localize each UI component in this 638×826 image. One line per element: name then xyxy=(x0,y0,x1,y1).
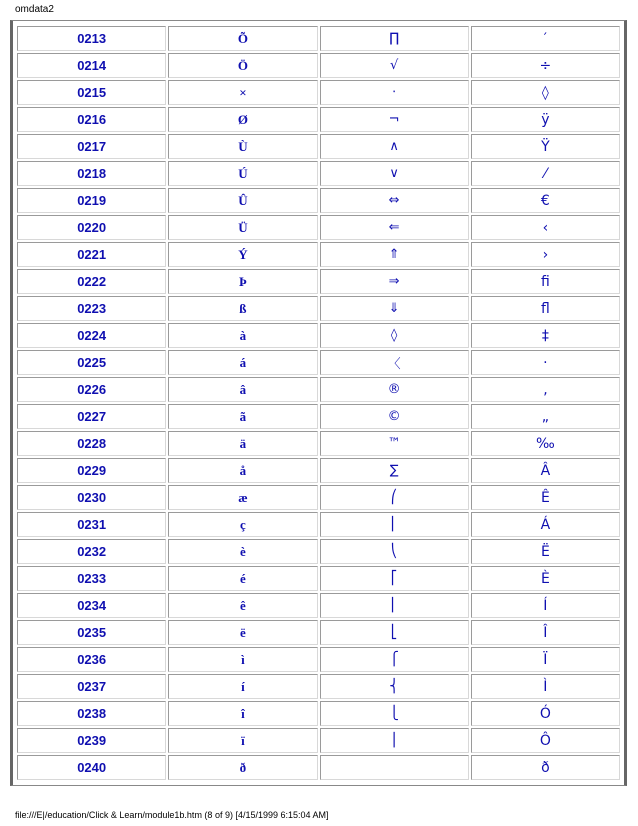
page-header-title: omdata2 xyxy=(15,4,54,15)
symbol-char-cell: 〈 xyxy=(320,350,469,375)
symbol-char-cell: ⎨ xyxy=(320,674,469,699)
table-row xyxy=(17,593,620,618)
table-row xyxy=(17,647,620,672)
symbol-char-cell: ¬ xyxy=(320,107,469,132)
sans-char-cell: ◊ xyxy=(471,80,620,105)
code-cell: 0224 xyxy=(17,323,166,348)
code-cell: 0234 xyxy=(17,593,166,618)
roman-char-cell: é xyxy=(168,566,317,591)
sans-char-cell: ‰ xyxy=(471,431,620,456)
roman-char-cell: í xyxy=(168,674,317,699)
sans-char-cell: „ xyxy=(471,404,620,429)
symbol-char-cell: ⇑ xyxy=(320,242,469,267)
table-row xyxy=(17,242,620,267)
sans-char-cell: Â xyxy=(471,458,620,483)
sans-char-cell: ÿ xyxy=(471,107,620,132)
table-row xyxy=(17,53,620,78)
sans-char-cell: › xyxy=(471,242,620,267)
symbol-char-cell: ⎛ xyxy=(320,485,469,510)
table-row xyxy=(17,215,620,240)
symbol-char-cell: ∑ xyxy=(320,458,469,483)
page-footer-path: file:///E|/education/Click & Learn/module1b.htm (8 of 9) [4/15/1999 6:15:04 AM] xyxy=(15,810,329,820)
symbol-char-cell: ⎪ xyxy=(320,728,469,753)
sans-char-cell: ÷ xyxy=(471,53,620,78)
symbol-char-cell: √ xyxy=(320,53,469,78)
symbol-char-cell: ⎣ xyxy=(320,620,469,645)
code-cell: 0227 xyxy=(17,404,166,429)
roman-char-cell: ð xyxy=(168,755,317,780)
table-row xyxy=(17,134,620,159)
roman-char-cell: á xyxy=(168,350,317,375)
symbol-char-cell: ∏ xyxy=(320,26,469,51)
roman-char-cell: ì xyxy=(168,647,317,672)
symbol-char-cell: ® xyxy=(320,377,469,402)
table-row xyxy=(17,26,620,51)
roman-char-cell: Ø xyxy=(168,107,317,132)
code-cell: 0225 xyxy=(17,350,166,375)
table-row xyxy=(17,755,620,780)
code-cell: 0236 xyxy=(17,647,166,672)
table-row xyxy=(17,512,620,537)
code-cell: 0240 xyxy=(17,755,166,780)
character-table-body xyxy=(17,26,620,780)
code-cell: 0230 xyxy=(17,485,166,510)
character-table-frame xyxy=(10,20,627,786)
table-row xyxy=(17,404,620,429)
symbol-char-cell: ⇒ xyxy=(320,269,469,294)
roman-char-cell: ã xyxy=(168,404,317,429)
roman-char-cell: ï xyxy=(168,728,317,753)
sans-char-cell: Ó xyxy=(471,701,620,726)
symbol-char-cell: © xyxy=(320,404,469,429)
table-row xyxy=(17,188,620,213)
symbol-char-cell xyxy=(320,755,469,780)
code-cell: 0226 xyxy=(17,377,166,402)
code-cell: 0222 xyxy=(17,269,166,294)
roman-char-cell: Õ xyxy=(168,26,317,51)
sans-char-cell: ‚ xyxy=(471,377,620,402)
roman-char-cell: ê xyxy=(168,593,317,618)
symbol-char-cell: ™ xyxy=(320,431,469,456)
roman-char-cell: Û xyxy=(168,188,317,213)
table-row xyxy=(17,350,620,375)
sans-char-cell: ′ xyxy=(471,26,620,51)
roman-char-cell: â xyxy=(168,377,317,402)
table-row xyxy=(17,539,620,564)
code-cell: 0218 xyxy=(17,161,166,186)
sans-char-cell: ﬁ xyxy=(471,269,620,294)
sans-char-cell: ⁄ xyxy=(471,161,620,186)
table-row xyxy=(17,431,620,456)
roman-char-cell: è xyxy=(168,539,317,564)
sans-char-cell: ð xyxy=(471,755,620,780)
table-row xyxy=(17,296,620,321)
code-cell: 0232 xyxy=(17,539,166,564)
code-cell: 0235 xyxy=(17,620,166,645)
symbol-char-cell: ⎧ xyxy=(320,647,469,672)
code-cell: 0219 xyxy=(17,188,166,213)
symbol-char-cell: ⎩ xyxy=(320,701,469,726)
code-cell: 0223 xyxy=(17,296,166,321)
code-cell: 0238 xyxy=(17,701,166,726)
roman-char-cell: Ú xyxy=(168,161,317,186)
code-cell: 0229 xyxy=(17,458,166,483)
table-row xyxy=(17,377,620,402)
table-row xyxy=(17,458,620,483)
roman-char-cell: Ö xyxy=(168,53,317,78)
roman-char-cell: ß xyxy=(168,296,317,321)
symbol-char-cell: ⎝ xyxy=(320,539,469,564)
code-cell: 0237 xyxy=(17,674,166,699)
code-cell: 0231 xyxy=(17,512,166,537)
code-cell: 0213 xyxy=(17,26,166,51)
roman-char-cell: ä xyxy=(168,431,317,456)
code-cell: 0215 xyxy=(17,80,166,105)
sans-char-cell: È xyxy=(471,566,620,591)
sans-char-cell: Ÿ xyxy=(471,134,620,159)
code-cell: 0216 xyxy=(17,107,166,132)
code-cell: 0217 xyxy=(17,134,166,159)
code-cell: 0220 xyxy=(17,215,166,240)
sans-char-cell: Ô xyxy=(471,728,620,753)
table-row xyxy=(17,485,620,510)
sans-char-cell: € xyxy=(471,188,620,213)
roman-char-cell: × xyxy=(168,80,317,105)
roman-char-cell: å xyxy=(168,458,317,483)
table-row xyxy=(17,161,620,186)
symbol-char-cell: ∨ xyxy=(320,161,469,186)
sans-char-cell: · xyxy=(471,350,620,375)
sans-char-cell: Ê xyxy=(471,485,620,510)
sans-char-cell: Ì xyxy=(471,674,620,699)
sans-char-cell: ‹ xyxy=(471,215,620,240)
table-row xyxy=(17,728,620,753)
table-row xyxy=(17,620,620,645)
code-cell: 0233 xyxy=(17,566,166,591)
roman-char-cell: Ý xyxy=(168,242,317,267)
table-row xyxy=(17,107,620,132)
table-row xyxy=(17,323,620,348)
roman-char-cell: ç xyxy=(168,512,317,537)
roman-char-cell: Ü xyxy=(168,215,317,240)
sans-char-cell: Ï xyxy=(471,647,620,672)
table-row xyxy=(17,674,620,699)
sans-char-cell: Í xyxy=(471,593,620,618)
code-cell: 0228 xyxy=(17,431,166,456)
symbol-char-cell: ⋅ xyxy=(320,80,469,105)
sans-char-cell: Ë xyxy=(471,539,620,564)
symbol-char-cell: ⇐ xyxy=(320,215,469,240)
code-cell: 0214 xyxy=(17,53,166,78)
sans-char-cell: Î xyxy=(471,620,620,645)
symbol-char-cell: ∧ xyxy=(320,134,469,159)
symbol-char-cell: ⇔ xyxy=(320,188,469,213)
roman-char-cell: æ xyxy=(168,485,317,510)
character-table xyxy=(15,24,622,782)
roman-char-cell: ë xyxy=(168,620,317,645)
table-row xyxy=(17,80,620,105)
table-row xyxy=(17,701,620,726)
symbol-char-cell: ◊ xyxy=(320,323,469,348)
roman-char-cell: à xyxy=(168,323,317,348)
symbol-char-cell: ⇓ xyxy=(320,296,469,321)
sans-char-cell: ﬂ xyxy=(471,296,620,321)
table-row xyxy=(17,566,620,591)
code-cell: 0239 xyxy=(17,728,166,753)
code-cell: 0221 xyxy=(17,242,166,267)
sans-char-cell: Á xyxy=(471,512,620,537)
symbol-char-cell: ⎡ xyxy=(320,566,469,591)
table-row xyxy=(17,269,620,294)
sans-char-cell: ‡ xyxy=(471,323,620,348)
symbol-char-cell: ⎜ xyxy=(320,512,469,537)
symbol-char-cell: ⎢ xyxy=(320,593,469,618)
roman-char-cell: Ù xyxy=(168,134,317,159)
roman-char-cell: Þ xyxy=(168,269,317,294)
roman-char-cell: î xyxy=(168,701,317,726)
